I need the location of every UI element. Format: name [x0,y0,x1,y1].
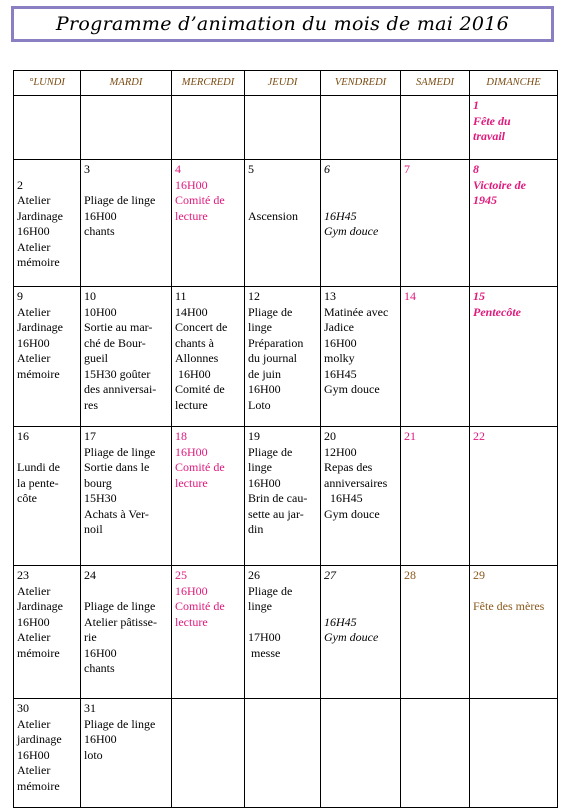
event-line [324,193,397,209]
event-line: 16H00 [175,366,211,381]
event-line: 14H00 [175,304,208,319]
day-cell-samedi [401,699,470,808]
header-samedi: SAMEDI [401,71,470,96]
calendar-table [13,70,558,808]
day-cell-jeudi [245,96,321,160]
event-line: 15H30 [84,491,117,505]
event-line: lecture [175,475,208,490]
day-cell-mardi [81,287,172,427]
week-row [14,287,558,427]
day-cell-dimanche [470,427,558,566]
event-line: Pliage de [248,583,293,598]
event-line: 16H00 [17,224,50,238]
day-number: 28 [404,568,416,582]
event-line: Allonnes [175,351,219,365]
event-line: sette au jar- [248,506,304,521]
day-cell-jeudi [245,699,321,808]
day-number: 17 [84,429,96,443]
event-line: Jardinage [17,320,63,334]
event-line: Loto [248,397,271,412]
day-cell-vendredi [321,287,401,427]
event-line: gueil [84,351,108,365]
event-line [84,584,168,600]
event-line: mémoire [17,645,60,660]
day-cell-vendredi [321,699,401,808]
day-cell-samedi [401,427,470,566]
event-line: linge [248,460,272,474]
event-line: 16H00 [248,382,281,396]
event-line: du journal [248,351,297,365]
event-line: Jadice [324,320,354,334]
event-line: Fête des mères [473,599,545,613]
event-line: din [248,522,264,536]
event-line: lecture [175,397,208,412]
day-cell-vendredi [321,160,401,287]
day-cell-samedi [401,96,470,160]
event-line: Comité de [175,460,225,474]
event-line: Atelier [17,763,51,777]
day-cell-mardi [81,427,172,566]
event-line: Sortie au mar- [84,320,153,334]
event-line [17,445,77,461]
event-line: Atelier [17,583,51,598]
event-line: jardinage [17,732,62,746]
title-banner [11,6,554,42]
event-line: Lundi de [17,460,60,474]
event-line: 16H45 [324,491,363,505]
day-number: 6 [324,162,330,176]
day-number: 12 [248,289,260,303]
header-vendredi: VENDREDI [321,71,401,96]
event-line: Concert de [175,320,228,334]
event-line: Jardinage [17,599,63,613]
day-cell-vendredi [321,427,401,566]
event-line [248,193,317,209]
day-number: 29 [473,568,485,582]
event-line: Atelier [17,193,51,207]
event-line: rie [84,630,97,644]
day-cell-lundi [14,566,81,699]
event-line: Gym douce [324,630,379,644]
event-line: mémoire [17,778,60,793]
event-line: Comité de [175,382,225,396]
event-line: Pliage de linge [84,599,156,613]
day-cell-lundi [14,96,81,160]
event-line: Victoire de [473,177,526,192]
day-cell-lundi [14,427,81,566]
day-number: 7 [404,162,410,176]
event-line: bourg [84,475,112,490]
day-cell-dimanche [470,160,558,287]
event-line [324,178,397,194]
event-line: 16H00 [248,475,281,490]
event-line: Atelier [17,716,51,731]
week-row [14,427,558,566]
day-cell-vendredi [321,96,401,160]
day-cell-mardi [81,699,172,808]
event-line: travail [473,129,505,143]
page-title: Programme d’animation du mois de mai 2016 [55,13,510,35]
day-cell-mercredi [172,427,245,566]
day-cell-jeudi [245,427,321,566]
event-line: 16H45 [324,208,357,223]
day-number: 21 [404,429,416,443]
event-line: messe [248,645,281,660]
day-cell-mercredi [172,160,245,287]
event-line: 12H00 [324,444,357,459]
day-cell-samedi [401,160,470,287]
day-cell-lundi [14,287,81,427]
event-line: Atelier [17,351,51,365]
day-number: 15 [473,289,485,303]
day-cell-mercredi [172,96,245,160]
week-row [14,96,558,160]
day-cell-lundi [14,160,81,287]
event-line: 16H00 [17,335,50,350]
event-line: ché de Bour- [84,335,146,350]
event-line: 16H00 [175,444,208,459]
event-line: Pliage de linge [84,444,156,459]
event-line: Atelier [17,304,51,319]
event-line: chants à [175,335,214,350]
event-line: Pliage de linge [84,716,156,731]
event-line: Atelier pâtisse- [84,614,157,629]
event-line: 16H45 [324,366,357,381]
event-line: Pliage de [248,304,293,319]
day-cell-mercredi [172,287,245,427]
day-number: 9 [17,289,23,303]
event-line: chants [84,661,115,675]
event-line: Comité de [175,193,225,207]
day-cell-mercredi [172,566,245,699]
event-line: des anniversai- [84,382,157,396]
day-cell-jeudi [245,160,321,287]
week-row [14,699,558,808]
day-number: 5 [248,162,254,176]
day-number: 4 [175,162,181,176]
day-number: 22 [473,429,485,443]
event-line: la pente- [17,475,59,490]
event-line: lecture [175,614,208,629]
header-row [14,71,558,96]
event-line: Achats à Ver- [84,506,149,521]
day-cell-mardi [81,160,172,287]
event-line: Sortie dans le [84,460,150,474]
event-line: Pliage de [248,444,293,459]
week-row [14,566,558,699]
event-line: linge [248,320,272,334]
day-number: 20 [324,429,336,443]
header-mardi: MARDI [81,71,172,96]
event-line: 16H00 [17,614,50,629]
event-line [248,178,317,194]
event-line: noil [84,522,103,536]
day-cell-jeudi [245,287,321,427]
day-number: 19 [248,429,260,443]
event-line: de juin [248,366,281,381]
event-line: 10H00 [84,304,117,319]
event-line: 16H00 [17,747,50,762]
event-line: molky [324,351,355,365]
event-line: 16H00 [84,732,117,746]
day-number: 13 [324,289,336,303]
header-dimanche: DIMANCHE [470,71,558,96]
event-line: Brin de cau- [248,491,308,505]
event-line: 17H00 [248,630,281,644]
event-line: 1945 [473,193,497,207]
day-cell-dimanche [470,699,558,808]
day-cell-dimanche [470,566,558,699]
day-cell-dimanche [470,96,558,160]
day-number: 14 [404,289,416,303]
event-line: Pentecôte [473,304,521,319]
day-number: 25 [175,568,187,582]
event-line: Jardinage [17,208,63,223]
event-line: Gym douce [324,506,380,521]
event-line: 16H00 [175,177,208,192]
day-cell-mardi [81,566,172,699]
event-line [473,584,554,600]
day-number: 31 [84,701,96,715]
day-number: 27 [324,568,336,582]
day-number: 26 [248,568,260,582]
event-line: mémoire [17,366,60,381]
event-line: Atelier [17,630,51,644]
event-line: 16H00 [175,583,208,598]
day-number: 3 [84,162,90,176]
event-line [248,615,317,631]
event-line: Gym douce [324,382,380,396]
event-line: 16H00 [324,335,357,350]
event-line: Fête du [473,113,511,128]
event-line [324,599,397,615]
day-number: 11 [175,289,187,303]
day-cell-mardi [81,96,172,160]
event-line: Comité de [175,599,225,613]
event-line [324,584,397,600]
event-line: Pliage de linge [84,193,156,207]
event-line: 16H00 [84,645,117,660]
event-line: côte [17,491,37,505]
day-cell-vendredi [321,566,401,699]
day-number [17,162,77,178]
day-cell-samedi [401,287,470,427]
day-number: 1 [473,98,479,112]
day-number: 18 [175,429,187,443]
event-line: 15H30 goûter [84,366,151,381]
day-number: 16 [17,429,29,443]
day-number: 23 [17,568,29,582]
header-jeudi: JEUDI [245,71,321,96]
day-cell-jeudi [245,566,321,699]
event-line: 16H00 [84,208,117,223]
event-line: Atelier [17,239,51,254]
event-line [84,178,168,194]
header-mercredi: MERCREDI [172,71,245,96]
week-row [14,160,558,287]
event-line: Repas des [324,460,373,474]
day-cell-samedi [401,566,470,699]
event-line: Gym douce [324,224,379,238]
event-line: loto [84,747,103,762]
day-number: 30 [17,701,29,715]
event-line: Préparation [248,335,304,350]
day-cell-lundi [14,699,81,808]
event-line: chants [84,224,115,238]
event-line: anniversaires [324,475,388,490]
header-lundi: °LUNDI [14,71,81,96]
event-line: 2 [17,177,23,192]
event-line: 16H45 [324,614,357,629]
event-line: mémoire [17,255,60,269]
event-line: res [84,397,98,412]
day-number: 10 [84,289,96,303]
day-cell-mercredi [172,699,245,808]
day-cell-dimanche [470,287,558,427]
event-line: linge [248,599,272,613]
day-number: 24 [84,568,96,582]
day-number: 8 [473,162,479,176]
event-line: Ascension [248,208,298,223]
event-line: lecture [175,208,208,223]
event-line: Matinée avec [324,304,389,319]
